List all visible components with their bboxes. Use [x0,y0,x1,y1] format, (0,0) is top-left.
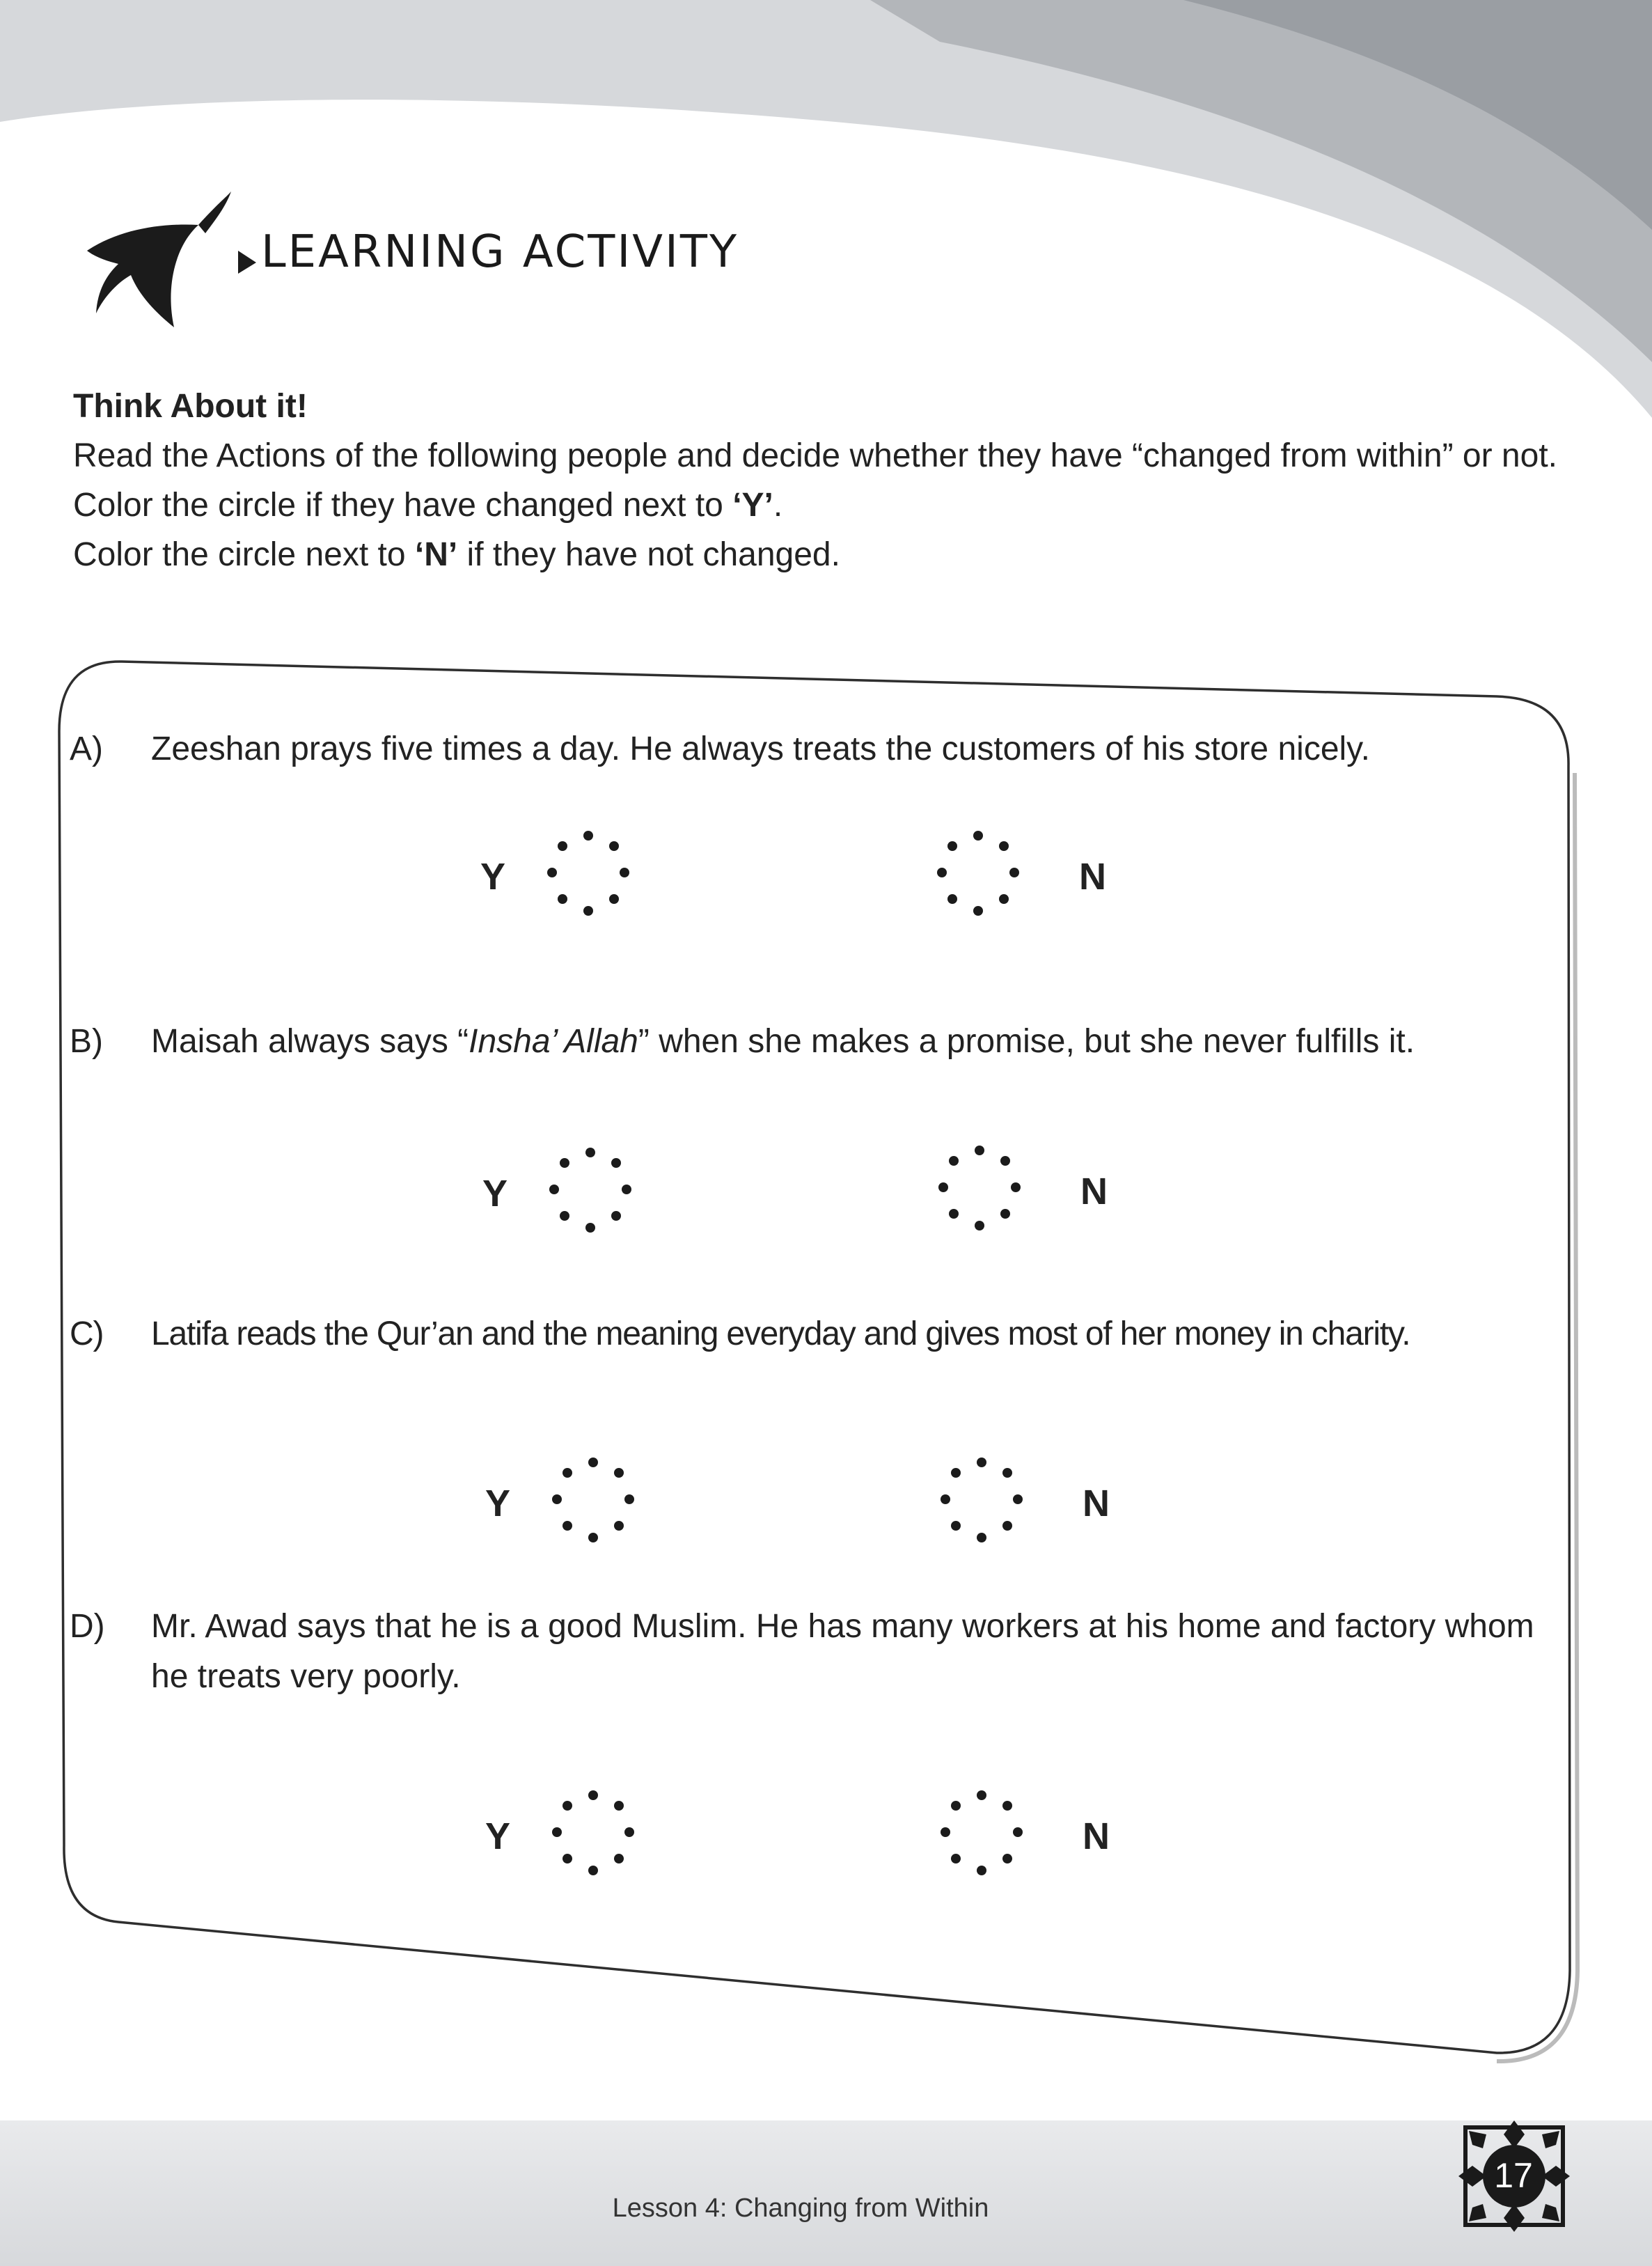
page-number: 17 [1494,2156,1533,2195]
no-label: N [1080,1171,1108,1212]
question-letter: A) [70,730,103,767]
dotted-circle-icon[interactable] [534,1455,652,1553]
no-label: N [1083,1483,1110,1524]
runner-logo-icon [77,192,265,345]
dotted-circle-icon[interactable] [922,1788,1041,1886]
dotted-circle-icon[interactable] [534,1788,652,1886]
question-letter: D) [70,1608,105,1645]
dotted-circle-icon[interactable] [922,1455,1041,1553]
think-heading: Think About it! [73,388,308,425]
yes-label: Y [482,1173,508,1214]
question-text: Zeeshan prays five times a day. He always treats the customers of his store nicely. [151,730,1370,767]
activity-title: LEARNING ACTIVITY [261,226,739,278]
dotted-circle-icon[interactable] [920,1143,1039,1241]
instruction-line-3: Color the circle next to ‘N’ if they have not changed. [73,536,840,573]
instructions [73,382,1570,579]
yes-label: Y [480,856,506,898]
question-text: Mr. Awad says that he is a good Muslim. He has many workers at his home and factory whom he treats very poorly. [151,1608,1534,1695]
question-letter: B) [70,1023,103,1060]
question-letter: C) [70,1315,104,1352]
instruction-line-1: Read the Actions of the following people and decide whether they have “changed from within” or not. [73,437,1557,474]
lesson-footer: Lesson 4: Changing from Within [612,2194,989,2223]
dotted-circle-icon[interactable] [919,829,1037,926]
dotted-circle-icon[interactable] [529,829,647,926]
question-text: Latifa reads the Qur’an and the meaning everyday and gives most of her money in charity. [151,1315,1410,1352]
no-label: N [1079,856,1106,898]
yes-label: Y [485,1815,511,1857]
dotted-circle-icon[interactable] [531,1146,650,1243]
question-text: Maisah always says “Insha’ Allah” when she makes a promise, but she never fulfills it. [151,1023,1415,1060]
no-label: N [1083,1815,1110,1857]
instruction-line-2: Color the circle if they have changed next to ‘Y’. [73,487,783,524]
yes-label: Y [485,1483,511,1524]
